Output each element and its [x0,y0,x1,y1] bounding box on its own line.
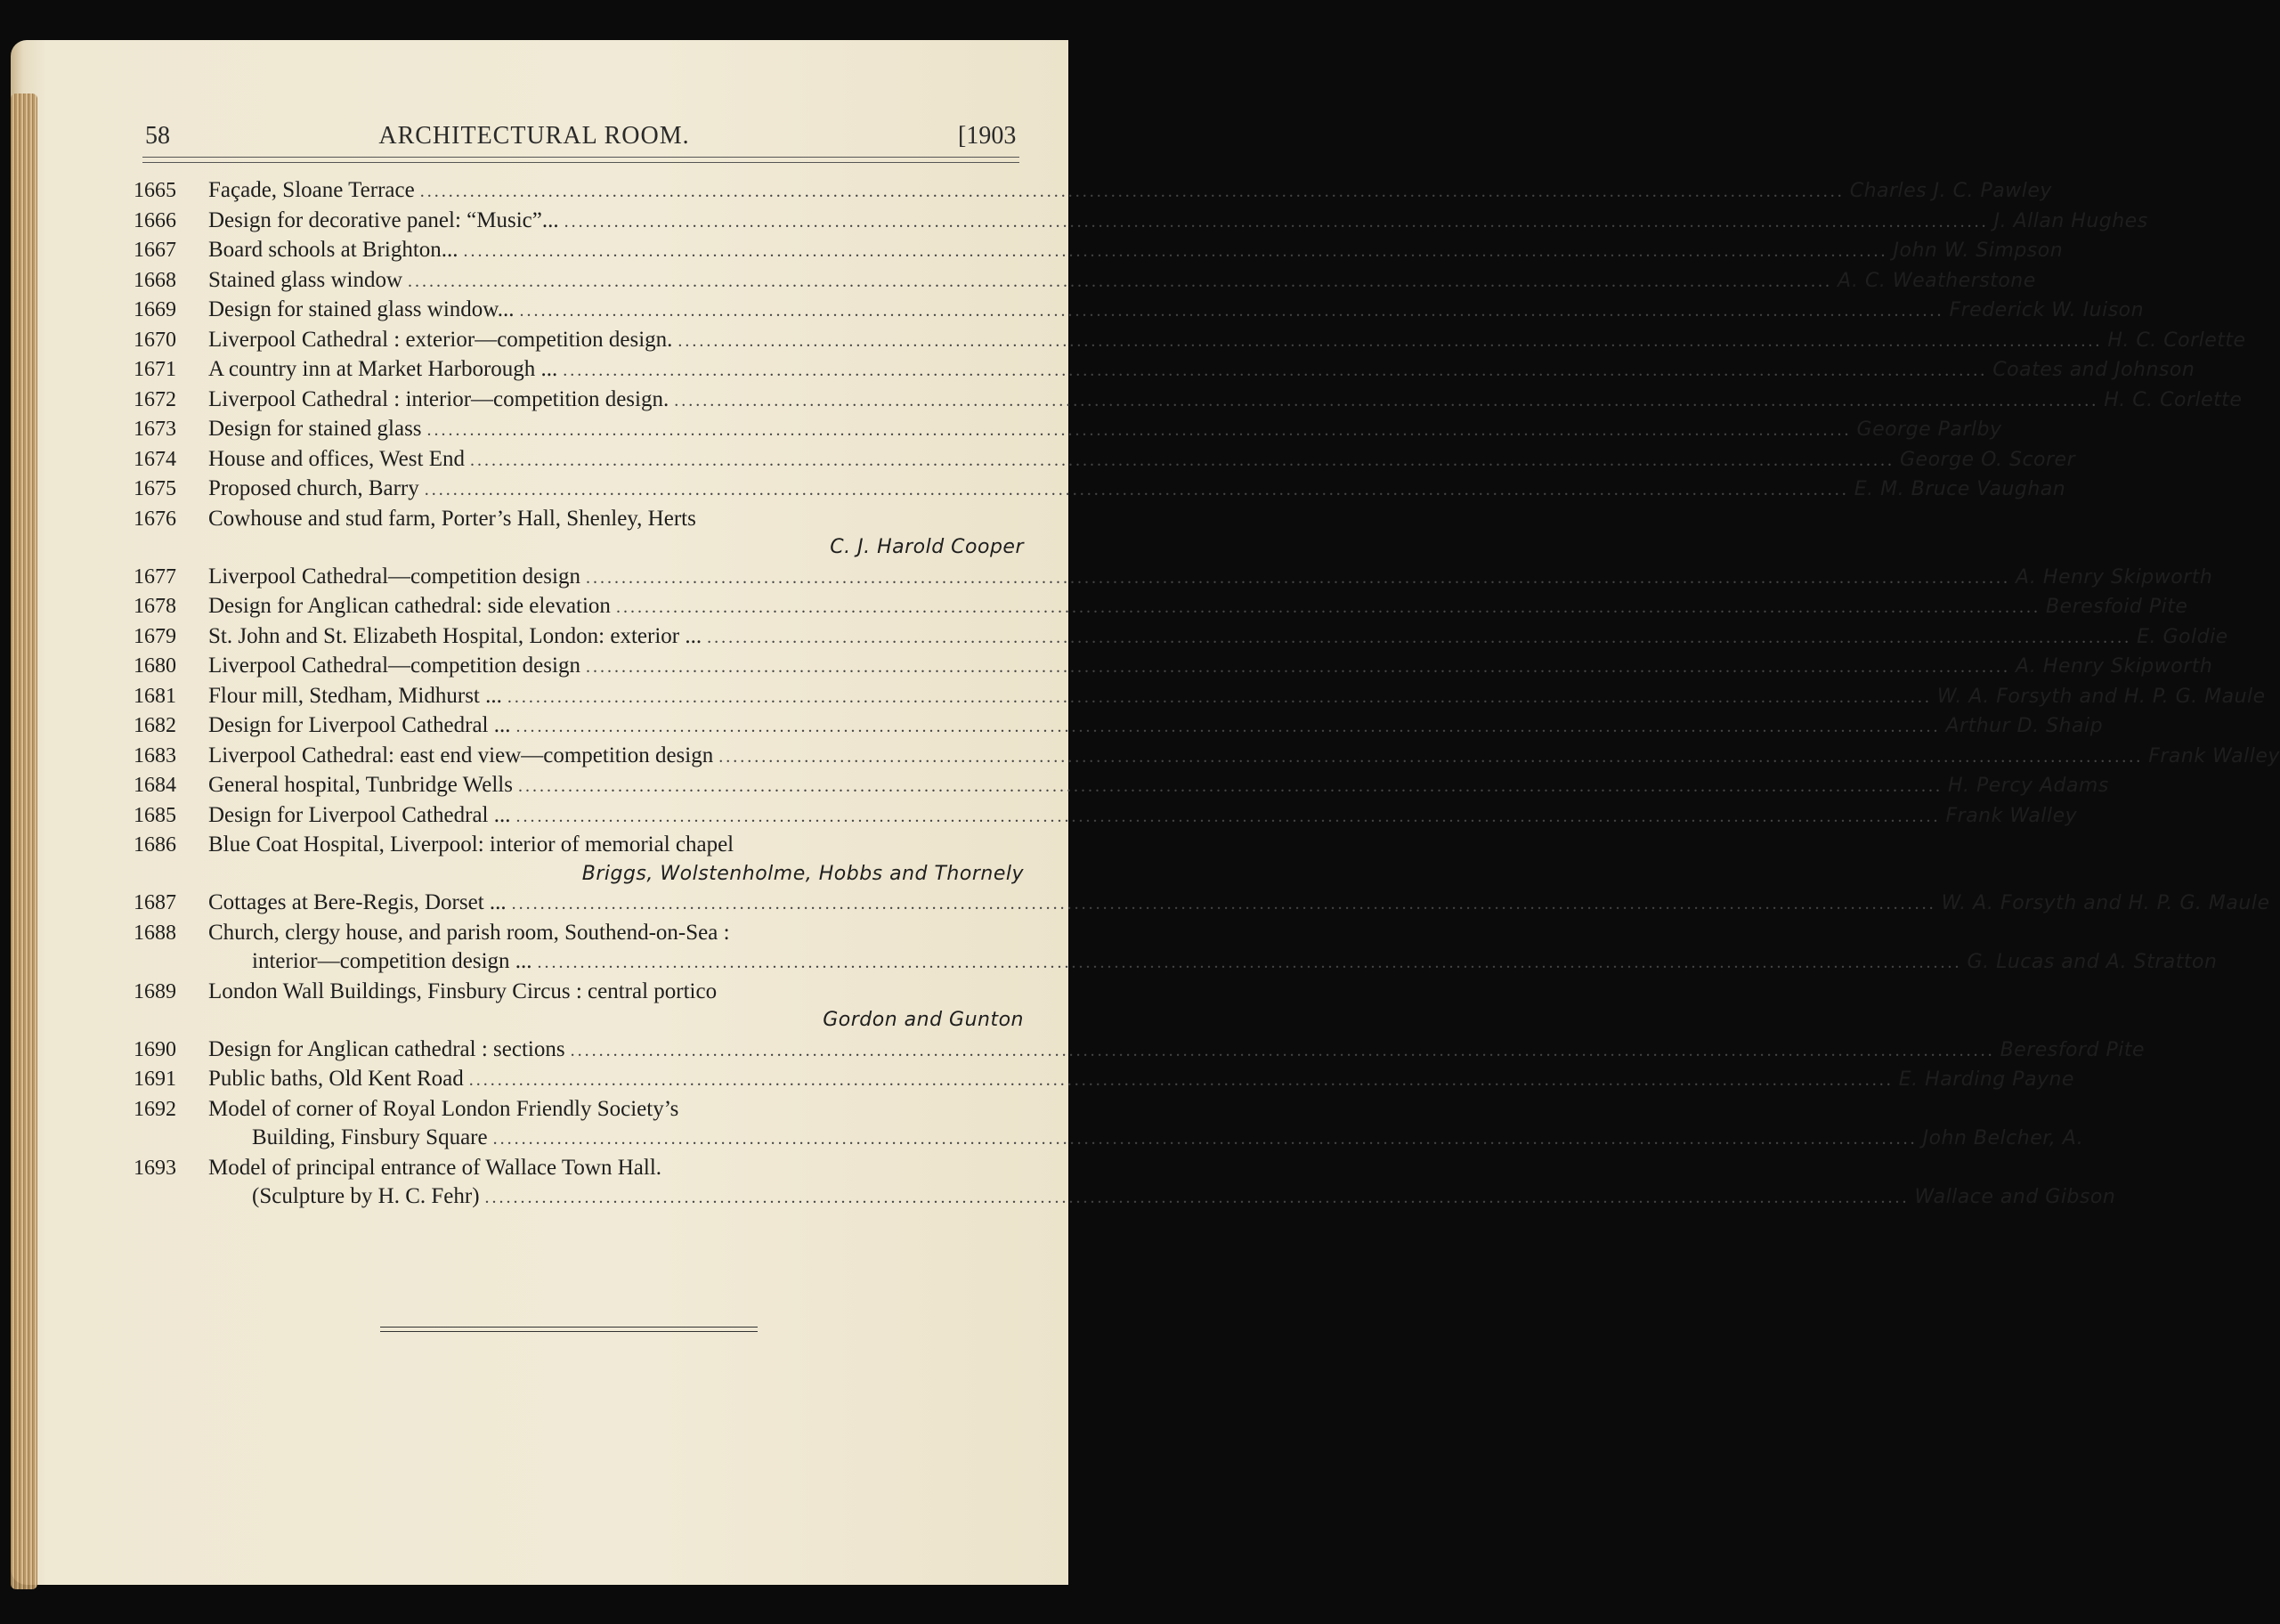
entry-row [134,236,2064,266]
entry-title: Public baths, Old Kent Road [208,1067,464,1091]
entry-number: 1675 [134,477,176,500]
list-item [134,831,1024,889]
entry-title: Liverpool Cathedral—competition design [208,654,580,678]
list-item [134,176,2052,207]
entry-title: Board schools at Brighton... [208,238,458,262]
entry-row-continued [134,1182,2116,1213]
leader-dots: ........................................................................................................................................................................................................ [507,686,1932,707]
entry-number: 1691 [134,1068,176,1091]
entry-author-row [134,860,1024,889]
entry-author: W. A. Forsyth and H. P. G. Maule [1941,892,2270,914]
entry-title: Model of principal entrance of Wallace Town Hall. [208,1155,662,1180]
list-item [134,475,2066,505]
entry-title: Design for decorative panel: “Music”... [208,207,559,232]
entry-author: A. Henry Skipworth [2015,565,2213,589]
list-item [134,563,2213,593]
entry-row [134,1095,1024,1125]
entry-number: 1672 [134,387,176,411]
entry-author: Briggs, Wolstenholme, Hobbs and Thornely [581,862,1024,885]
entry-title: London Wall Buildings, Finsbury Circus : central portico [208,978,718,1003]
entry-number: 1687 [134,891,176,914]
leader-dots: ........................................................................................................................................................................................................ [515,717,1941,736]
entry-author-row [134,1006,1024,1035]
entry-row [134,831,1024,860]
entry-row [134,475,2066,505]
leader-dots: ........................................................................................................................................................................................................ [469,450,1895,470]
entry-number: 1685 [134,803,176,827]
entry-number: 1681 [134,684,176,708]
header-rule [142,157,1019,158]
leader-dots: ........................................................................................................................................................................................................ [426,420,1852,440]
entry-row [134,711,2104,742]
list-item [134,236,2064,266]
entry-author: H. C. Corlette [2107,329,2246,352]
list-item [134,919,2218,978]
entry-title: Liverpool Cathedral—competition design [208,564,580,589]
entry-author: John Belcher, A. [1922,1127,2084,1149]
leader-dots: ........................................................................................................................................................................................................ [585,567,2010,588]
leader-dots: ........................................................................................................................................................................................................ [563,361,1988,380]
entry-row [134,682,2266,712]
entry-row [134,445,2076,475]
entry-author: Gordon and Gunton [823,1009,1024,1031]
entry-author: Frank Walley [1945,804,2078,827]
entry-author: Frank Walley [2148,744,2280,767]
entry-row [134,296,2145,326]
entry-title: Design for stained glass [208,417,422,441]
entry-number: 1668 [134,268,176,292]
entry-row [134,1035,2145,1066]
entry-row-continued [134,947,2218,978]
entry-author: George Parlby [1856,418,2002,441]
entry-number: 1665 [134,179,176,202]
list-item [134,711,2104,742]
entry-author: A. Henry Skipworth [2015,655,2213,678]
entry-number: 1667 [134,239,176,262]
entry-title: Model of corner of Royal London Friendly Society’s [208,1096,679,1121]
entry-row [134,266,2036,296]
header-rule-2 [142,162,1019,163]
leader-dots: ........................................................................................................................................................................................................ [570,1040,1995,1060]
entry-title: General hospital, Tunbridge Wells [208,773,513,797]
entry-author: Wallace and Gibson [1914,1186,2116,1208]
entry-number: 1677 [134,564,176,589]
entry-title: Church, clergy house, and parish room, Southend-on-Sea : [208,920,730,945]
leader-dots: ........................................................................................................................................................................................................ [678,330,2103,351]
leader-dots: ........................................................................................................................................................................................................ [519,301,1944,321]
leader-dots: ........................................................................................................................................................................................................ [463,241,1888,261]
entry-title: Liverpool Cathedral : interior—competition design. [208,386,669,411]
entry-number: 1678 [134,595,176,618]
leader-dots: ........................................................................................................................................................................................................ [492,1129,1918,1149]
entry-row [134,386,2243,416]
entry-number: 1669 [134,298,176,321]
entry-author: Beresford Pite [2000,1038,2145,1061]
entry-number: 1689 [134,979,176,1003]
entry-number: 1671 [134,358,176,381]
entry-number: 1674 [134,447,176,471]
list-item [134,622,2228,653]
entry-row [134,1065,2074,1095]
entry-row [134,207,2148,237]
entry-author: Beresfoid Pite [2045,596,2188,618]
entry-author: A. C. Weatherstone [1838,269,2036,292]
entry-title: Design for stained glass window... [208,297,515,321]
entry-title: Design for Anglican cathedral : sections [208,1036,565,1061]
entry-author: W. A. Forsyth and H. P. G. Maule [1936,685,2266,708]
entry-number: 1680 [134,654,176,678]
leader-dots: ........................................................................................................................................................................................................ [564,211,1989,231]
entry-row [134,592,2188,622]
entry-title-continued: (Sculpture by H. C. Fehr) [252,1184,480,1208]
leader-dots: ........................................................................................................................................................................................................ [615,597,2041,617]
list-item [134,1154,2116,1213]
list-item [134,1095,2084,1154]
entry-number: 1686 [134,833,176,857]
list-item [134,652,2213,682]
entry-author: E. M. Bruce Vaughan [1854,478,2066,500]
entry-title: Façade, Sloane Terrace [208,178,415,202]
list-item [134,505,1024,563]
list-item [134,1035,2145,1066]
leader-dots: ........................................................................................................................................................................................................ [707,627,2132,647]
list-item [134,266,2036,296]
entry-row [134,1154,1024,1183]
entry-title-continued: interior—competition design ... [252,949,532,973]
entry-title: St. John and St. Elizabeth Hospital, London: exterior ... [208,623,702,648]
list-item [134,415,2002,445]
entry-number: 1666 [134,208,176,232]
list-item [134,296,2145,326]
entry-author: Coates and Johnson [1992,359,2195,381]
entry-author: E. Harding Payne [1898,1068,2074,1091]
list-item [134,742,2280,772]
entry-number: 1676 [134,507,176,531]
list-item [134,355,2195,386]
entry-row [134,801,2078,832]
entry-title: Flour mill, Stedham, Midhurst ... [208,683,502,708]
entry-title: House and offices, West End [208,446,465,471]
entry-number: 1693 [134,1156,176,1180]
entry-row [134,622,2228,653]
list-item [134,326,2246,356]
entry-number: 1679 [134,624,176,648]
list-item [134,386,2243,416]
end-rule [380,1327,758,1332]
entry-title: Blue Coat Hospital, Liverpool: interior of memorial chapel [208,832,734,857]
entry-author-row [134,533,1024,563]
entry-title-continued: Building, Finsbury Square [252,1125,488,1149]
entry-author: H. C. Corlette [2104,388,2243,411]
entry-number: 1692 [134,1097,176,1121]
page-year: [1903 [958,122,1017,150]
entry-row [134,771,2109,801]
leader-dots: ........................................................................................................................................................................................................ [674,390,2099,410]
entry-number: 1670 [134,328,176,352]
entry-number: 1683 [134,743,176,767]
entry-row [134,355,2195,386]
list-item [134,445,2076,475]
entry-row [134,919,1024,948]
entry-author: J. Allan Hughes [1993,209,2148,232]
list-item [134,1065,2074,1095]
leader-dots: ........................................................................................................................................................................................................ [515,806,1941,826]
leader-dots: ........................................................................................................................................................................................................ [484,1188,1910,1207]
entry-author: George O. Scorer [1899,448,2076,471]
entry-row [134,326,2246,356]
entry-title: Liverpool Cathedral: east end view—competition design [208,743,714,767]
entry-number: 1682 [134,714,176,737]
leader-dots: ........................................................................................................................................................................................................ [537,953,1962,972]
entry-number: 1690 [134,1037,176,1061]
entry-title: Design for Liverpool Cathedral ... [208,713,511,737]
entry-author: John W. Simpson [1893,240,2064,262]
catalogue-list [134,176,2280,1213]
entry-row [134,176,2052,207]
entry-number: 1673 [134,418,176,441]
entry-title: Proposed church, Barry [208,476,419,500]
entry-row [134,889,2270,919]
list-item [134,682,2266,712]
list-item [134,801,2078,832]
entry-author: H. Percy Adams [1947,775,2109,797]
entry-row [134,505,1024,534]
entry-author: Frederick W. Iuison [1949,299,2145,321]
entry-author: Arthur D. Shaip [1945,715,2104,737]
leader-dots: ........................................................................................................................................................................................................ [517,776,1943,796]
entry-title: Liverpool Cathedral : exterior—competition design. [208,327,673,352]
entry-number: 1688 [134,921,176,945]
entry-title: Cowhouse and stud farm, Porter’s Hall, Shenley, Herts [208,506,696,531]
entry-title: Cottages at Bere-Regis, Dorset ... [208,890,507,914]
entry-row [134,415,2002,445]
leader-dots: ........................................................................................................................................................................................................ [468,1070,1894,1090]
entry-title: A country inn at Market Harborough ... [208,357,558,381]
page-edge [11,93,37,1589]
entry-author: G. Lucas and A. Stratton [1967,951,2218,973]
leader-dots: ........................................................................................................................................................................................................ [408,271,1833,291]
entry-row [134,978,1024,1007]
entry-number: 1684 [134,774,176,797]
entry-row-continued [134,1124,2084,1154]
leader-dots: ........................................................................................................................................................................................................ [585,657,2010,677]
entry-row [134,652,2213,682]
leader-dots: ........................................................................................................................................................................................................ [424,480,1849,499]
page-number: 58 [145,122,170,150]
leader-dots: ........................................................................................................................................................................................................ [511,894,1936,914]
page-title: ARCHITECTURAL ROOM. [378,122,690,150]
entry-title: Stained glass window [208,267,403,292]
entry-title: Design for Anglican cathedral: side elevation [208,594,611,618]
list-item [134,207,2148,237]
entry-author: E. Goldie [2137,625,2228,648]
leader-dots: ........................................................................................................................................................................................................ [419,182,1845,201]
list-item [134,978,1024,1035]
list-item [134,592,2188,622]
entry-title: Design for Liverpool Cathedral ... [208,802,511,827]
entry-author: C. J. Harold Cooper [830,536,1024,558]
list-item [134,889,2270,919]
entry-row [134,742,2280,772]
list-item [134,771,2109,801]
entry-row [134,563,2213,593]
entry-author: Charles J. C. Pawley [1849,180,2052,202]
leader-dots: ........................................................................................................................................................................................................ [718,746,2144,767]
